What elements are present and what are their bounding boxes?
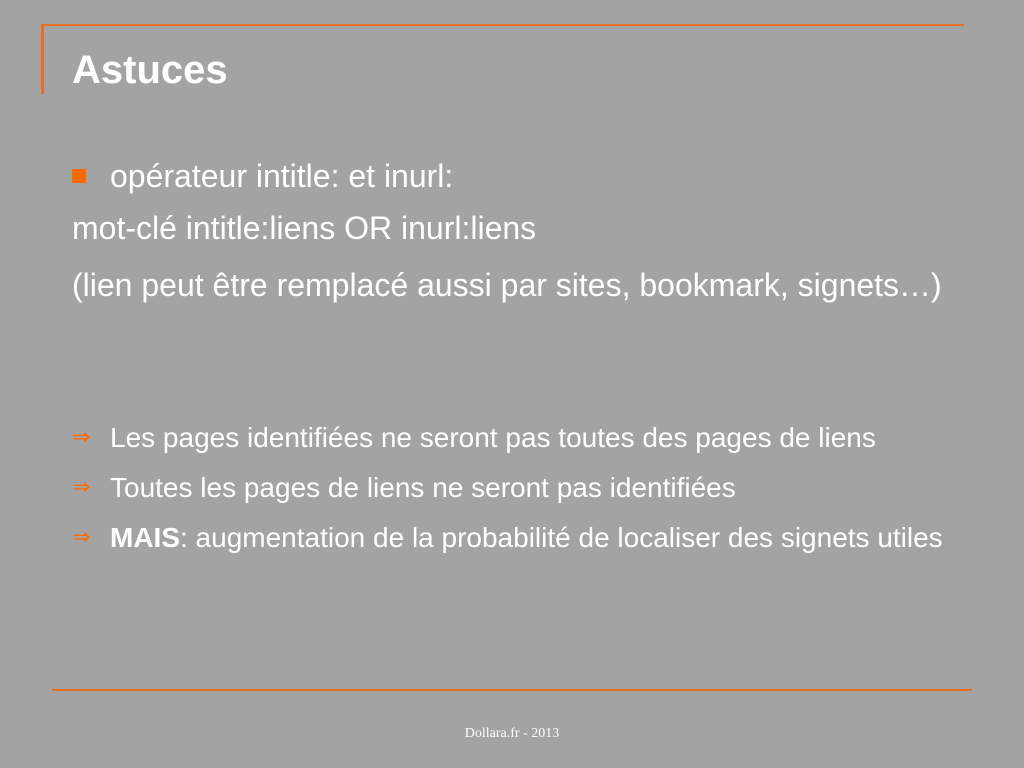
arrow-item-bold: MAIS [110, 522, 180, 553]
double-right-arrow-icon: ⇒ [72, 525, 91, 550]
arrow-item [72, 518, 972, 558]
bullet-text: opérateur intitle: et inurl: [110, 158, 454, 194]
double-right-arrow-icon: ⇒ [72, 475, 91, 500]
arrow-item-text [110, 468, 736, 508]
top-divider [42, 24, 964, 26]
bottom-divider [52, 689, 972, 691]
arrow-item [72, 418, 972, 458]
arrow-item [72, 468, 972, 508]
arrow-item-body: Toutes les pages de liens ne seront pas identifiées [110, 472, 736, 503]
note-line: (lien peut être remplacé aussi par sites, bookmark, signets…) [72, 267, 942, 303]
arrow-item-text [110, 518, 943, 558]
arrow-item-body: Les pages identifiées ne seront pas toutes des pages de liens [110, 422, 876, 453]
bullet-item [72, 150, 972, 202]
arrow-item-text [110, 418, 876, 458]
left-accent-bar [41, 24, 44, 94]
slide-body [72, 150, 972, 306]
arrow-list [72, 418, 972, 568]
query-line: mot-clé intitle:liens OR inurl:liens [72, 210, 537, 246]
arrow-item-body: : augmentation de la probabilité de localiser des signets utiles [180, 522, 943, 553]
double-right-arrow-icon: ⇒ [72, 425, 91, 450]
square-bullet-icon [72, 169, 86, 183]
footer-text: Dollara.fr - 2013 [464, 726, 560, 741]
slide-title: Astuces [72, 48, 228, 92]
